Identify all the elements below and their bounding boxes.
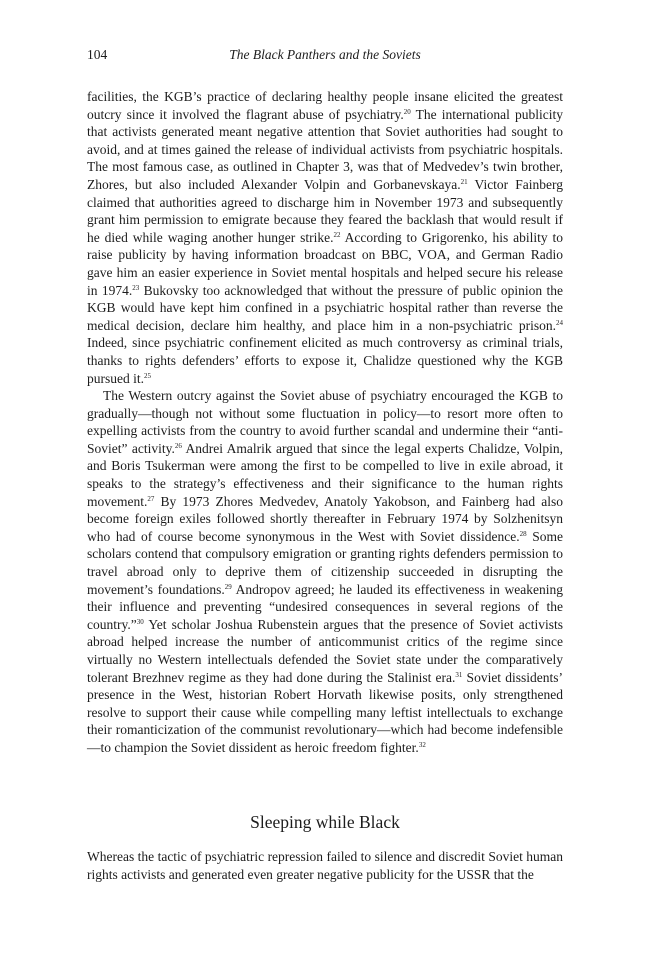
sentence: facilities, the KGB’s practice of declaring healthy people insane elicited the greatest outcry since it involved the flagrant abuse of psychiatry.: [87, 89, 563, 122]
paragraph-2: [87, 387, 563, 756]
paragraph-3: Whereas the tactic of psychiatric repression failed to silence and discredit Soviet human rights activists and generated even greater negative publicity for the USSR that the: [87, 849, 563, 882]
sentence: Some scholars contend that compulsory emigration or granting rights defenders permission to travel abroad only to deprive them of citizenship succeeded in disrupting the movement’s foundations.: [87, 528, 563, 597]
sentence: Victor Fainberg claimed that authorities agreed to discharge him in November 1973 and subsequently grant him permission to emigrate because they feared the backlash that would result if he died while waging another hunger strike.: [87, 176, 563, 245]
sentence: Andrei Amalrik argued that since the legal experts Chalidze, Volpin, and Boris Tsukerman were among the first to be compelled to live in exile abroad, it speaks to the strategy’s effectiveness and their significance to the human rights movement.: [87, 440, 563, 509]
running-head: [87, 46, 563, 64]
sentence: According to Grigorenko, his ability to raise publicity by having information broadcast on BBC, VOA, and German Radio gave him an easier experience in Soviet mental hospitals and helped secure his release in 1974.: [87, 229, 563, 298]
footnote-ref[interactable]: 26: [174, 441, 182, 450]
paragraph-1: [87, 88, 563, 387]
running-title: The Black Panthers and the Soviets: [229, 47, 421, 62]
sentence: Yet scholar Joshua Rubenstein argues that the presence of Soviet activists abroad helped increase the number of anticommunist critics of the regime since virtually no Western intellectuals defended the Soviet state under the comparatively tolerant Brezhnev regime as they had done during the Stalinist era.: [87, 616, 563, 685]
footnote-ref[interactable]: 25: [144, 371, 151, 380]
footnote-ref[interactable]: 32: [418, 740, 426, 749]
footnote-ref[interactable]: 20: [403, 107, 411, 116]
footnote-ref[interactable]: 28: [519, 529, 527, 538]
sentence: The Western outcry against the Soviet abuse of psychiatry encouraged the KGB to gradually—though not without some fluctuation in policy—to resort more often to expelling activists from the country to avoid further scandal and undermine their “anti-Soviet” activity.: [87, 388, 563, 456]
page-number: 104: [87, 47, 108, 62]
section-body: [87, 848, 563, 883]
sentence: Andropov agreed; he lauded its effectiveness in weakening their influence and preventing “undesired consequences in several regions of the country.”: [87, 581, 563, 632]
footnote-ref[interactable]: 22: [333, 230, 341, 239]
footnote-ref[interactable]: 29: [224, 582, 232, 591]
footnote-ref[interactable]: 23: [132, 283, 140, 292]
footnote-ref[interactable]: 30: [136, 617, 144, 626]
section-heading: Sleeping while Black: [250, 812, 400, 832]
footnote-ref[interactable]: 21: [460, 177, 468, 186]
sentence: Soviet dissidents’ presence in the West, historian Robert Horvath likewise posits, only strengthened resolve to support their cause while compelling many leftist intellectuals to exchange their romanticization of the communist revolutionary—which had become indefensible—to champion the Soviet dissident as heroic freedom fighter.: [87, 669, 563, 755]
sentence: The international publicity that activists generated meant negative attention that Soviet authorities had sought to avoid, and at times gained the release of individual activists from psychiatric hospitals. The most famous case, as outlined in Chapter 3, was that of Medvedev’s twin brother, Zhores, but also included Alexander Volpin and Gorbanevskaya.: [87, 106, 563, 192]
sentence: Bukovsky too acknowledged that without the pressure of public opinion the KGB would have kept him confined in a psychiatric hospital rather than reverse the medical decision, declare him healthy, and place him in a non-psychiatric prison.: [87, 282, 563, 333]
footnote-ref[interactable]: 31: [455, 670, 463, 679]
sentence: Indeed, since psychiatric confinement elicited as much controversy as criminal trials, thanks to rights defenders’ efforts to expose it, Chalidze questioned why the KGB pursued it.: [87, 335, 563, 386]
body-text: [87, 88, 563, 757]
sentence: By 1973 Zhores Medvedev, Anatoly Yakobson, and Fainberg had also become foreign exiles followed shortly thereafter in February 1974 by Solzhenitsyn who had of course become synonymous in the West with Soviet dissidence.: [87, 493, 563, 544]
footnote-ref[interactable]: 24: [556, 318, 563, 327]
footnote-ref[interactable]: 27: [147, 494, 155, 503]
